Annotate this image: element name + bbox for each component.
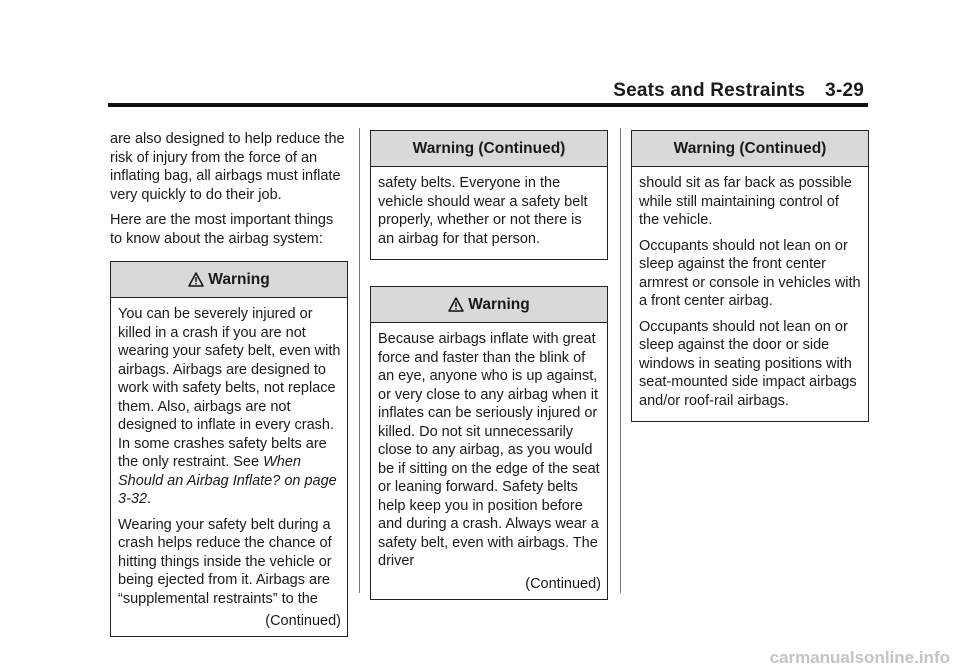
column-divider: [359, 128, 360, 593]
continued-label: (Continued): [525, 575, 601, 592]
warning-triangle-icon: [188, 272, 204, 287]
warning-header: [111, 262, 347, 298]
warning-header: [371, 287, 607, 323]
body-paragraph: Here are the most important things to know about the airbag system:: [110, 212, 334, 247]
column-2: [370, 130, 608, 600]
warning-triangle-icon: [448, 297, 464, 312]
warning-title: Warning: [208, 271, 270, 288]
watermark: carmanualsonline.info: [769, 648, 950, 667]
warning-continued-box: [370, 130, 608, 260]
warning-text: Because airbags inflate with great force and faster than the blink of an eye, anyone who is up against, or very close to any airbag when it inflates can be seriously injured or killed. Do not sit unnecessarily close to any airbag, as you would be if sitting on the edge of the seat or leaning forward. Safety belts help keep you in position before and during a crash. Always wear a safety belt, even with airbags. The driver: [378, 331, 600, 569]
warning-text: Occupants should not lean on or sleep against the front center armrest or console in vehicles with a front center airbag.: [639, 237, 861, 309]
warning-text: safety belts. Everyone in the vehicle should wear a safety belt properly, whether or not there is an airbag for that person.: [378, 175, 588, 247]
continued-label: (Continued): [265, 613, 341, 629]
column-3: [631, 130, 869, 422]
warning-title: Warning: [468, 296, 530, 313]
section-title: Seats and Restraints: [613, 80, 806, 101]
column-divider: [620, 128, 621, 593]
warning-continued-box: [631, 130, 869, 422]
warning-text: should sit as far back as possible while still maintaining control of the vehicle.: [639, 175, 852, 228]
header-rule: [108, 103, 868, 107]
page-header: [613, 80, 864, 102]
cross-reference: When Should an Airbag Inflate? on page 3-32: [118, 454, 337, 507]
column-1: [110, 130, 348, 637]
warning-text: You can be severely injured or killed in a crash if you are not wearing your safety belt, even with airbags. Airbags are designed to work with safety belts, not replace them. Also, airbags are not designed to inflate in every crash. In some crashes safety belts are the only restraint. See When Should an Airbag Inflate? on page 3-32.: [118, 306, 341, 507]
body-paragraph: are also designed to help reduce the risk of injury from the force of an inflating bag, all airbags must inflate very quickly to do their job.: [110, 131, 345, 203]
page-number: 3-29: [825, 80, 864, 101]
warning-text: Occupants should not lean on or sleep against the door or side windows in seating positions with seat-mounted side impact airbags and/or roof-rail airbags.: [639, 318, 857, 409]
warning-box: [110, 261, 348, 637]
warning-box: [370, 286, 608, 600]
warning-header: Warning (Continued): [371, 131, 607, 167]
warning-header: Warning (Continued): [632, 131, 868, 167]
warning-text: Wearing your safety belt during a crash helps reduce the chance of hitting things inside the vehicle or being ejected from it. Airbags are “supplemental restraints” to the: [118, 516, 332, 607]
